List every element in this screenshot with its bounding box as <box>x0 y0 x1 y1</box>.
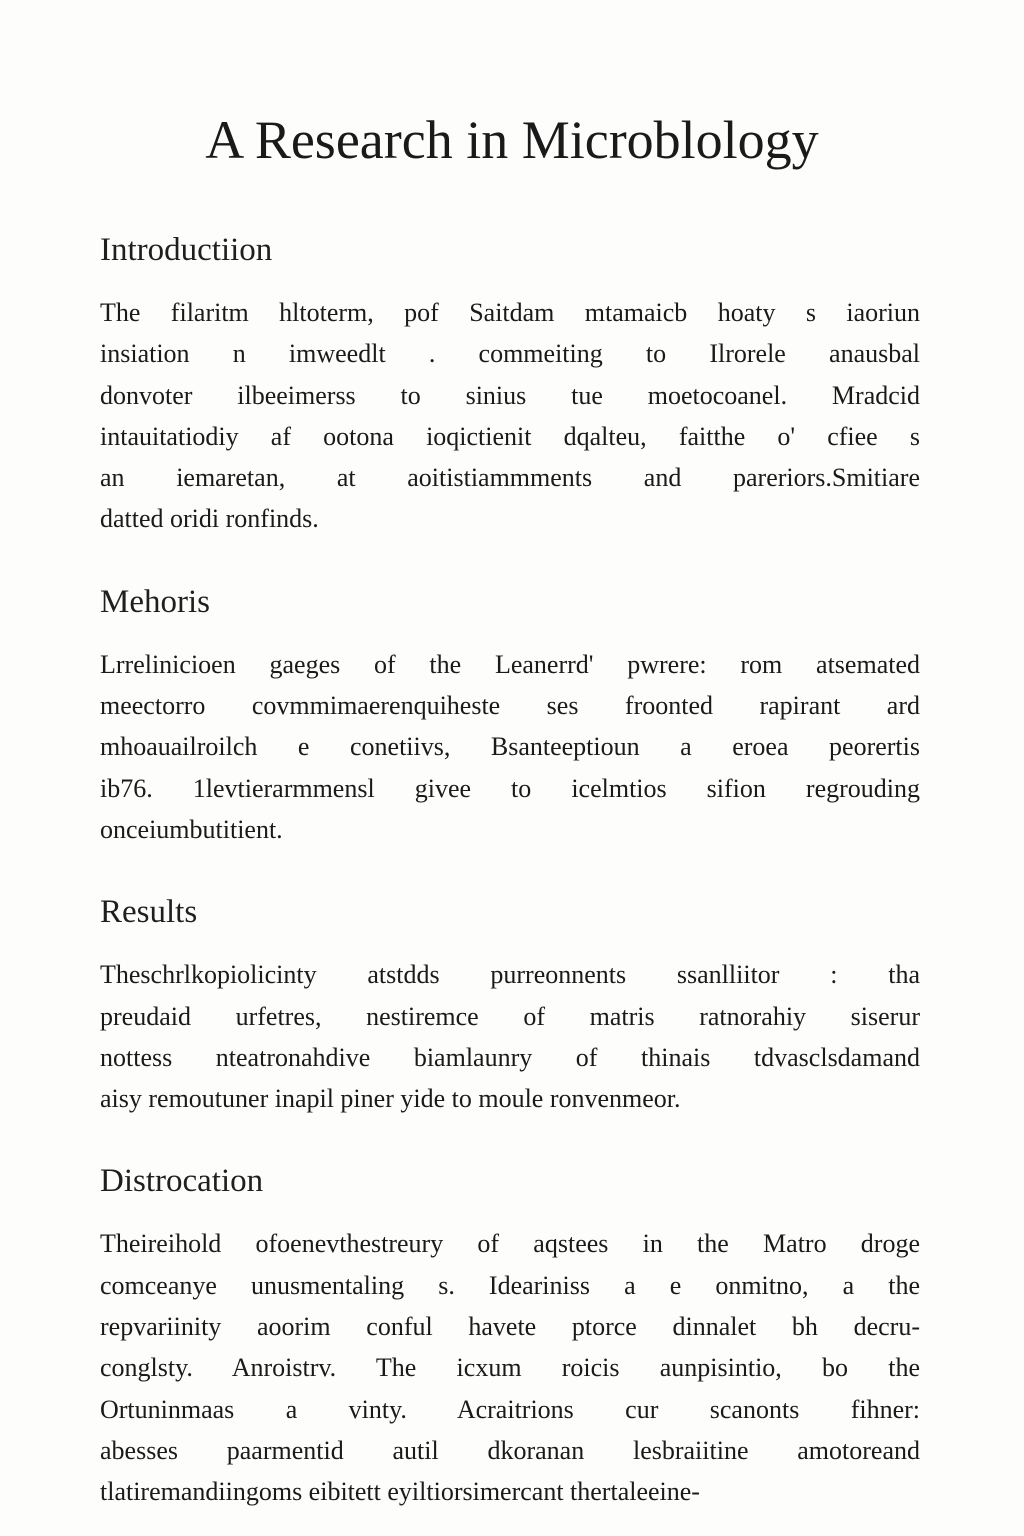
section-paragraph <box>100 644 920 850</box>
section-heading: Mehoris <box>100 583 210 620</box>
section-paragraph <box>100 954 920 1119</box>
paragraph-line: an iemaretan, at aoitistiammments and pareriors.Smitiare <box>100 463 920 493</box>
section-paragraph <box>100 1223 920 1512</box>
paragraph-line: tlatiremandiingoms eibitett eyiltiorsimercant thertaleeine- <box>100 1477 700 1507</box>
document-title: A Research in Microblology <box>205 110 819 170</box>
paragraph-line: Ortuninmaas a vinty. Acraitrions cur scanonts fihner: <box>100 1394 920 1424</box>
paragraph-line: onceiumbutitient. <box>100 814 283 844</box>
section-paragraph <box>100 292 920 540</box>
paragraph-line: intauitatiodiy af ootona ioqictienit dqalteu, faitthe o' cfiee s <box>100 421 920 451</box>
paragraph-line: comceanye unusmentaling s. Ideariniss a e onmitno, a the <box>100 1270 920 1300</box>
section-results <box>100 892 920 1119</box>
paragraph-line: donvoter ilbeeimerss to sinius tue moetocoanel. Mradcid <box>100 380 920 410</box>
paragraph-line: meectorro covmmimaerenquiheste ses froonted rapirant ard <box>100 691 920 721</box>
paragraph-line: ib76. 1levtierarmmensl givee to icelmtios sifion regrouding <box>100 773 920 803</box>
section-discussion <box>100 1161 920 1512</box>
section-heading: Results <box>100 894 198 931</box>
section-methods <box>100 582 920 850</box>
paragraph-line: aisy remoutuner inapil piner yide to moule ronvenmeor. <box>100 1084 681 1114</box>
paragraph-line: Theschrlkopiolicinty atstdds purreonnents ssanlliitor : tha <box>100 960 920 990</box>
paragraph-line: datted oridi ronfinds. <box>100 504 319 534</box>
paragraph-line: The filaritm hltoterm, pof Saitdam mtamaicb hoaty s iaoriun <box>100 298 920 327</box>
paragraph-line: repvariinity aoorim conful havete ptorce dinnalet bh decru- <box>100 1312 920 1342</box>
paragraph-line: insiation n imweedlt . commeiting to Ilrorele anausbal <box>100 339 920 369</box>
paragraph-line: Theireihold ofoenevthestreury of aqstees in the Matro droge <box>100 1229 920 1259</box>
document-page <box>100 110 920 1513</box>
section-intro <box>100 230 920 540</box>
paragraph-line: preudaid urfetres, nestiremce of matris ratnorahiy siserur <box>100 1001 920 1031</box>
section-heading: Introductiion <box>100 232 273 268</box>
paragraph-line: conglsty. Anroistrv. The icxum roicis aunpisintio, bo the <box>100 1353 920 1383</box>
paragraph-line: mhoauailroilch e conetiivs, Bsanteeptioun a eroea peorertis <box>100 732 920 762</box>
section-heading: Distrocation <box>100 1163 264 1200</box>
paragraph-line: abesses paarmentid autil dkoranan lesbraiitine amotoreand <box>100 1435 920 1465</box>
paragraph-line: nottess nteatronahdive biamlaunry of thinais tdvasclsdamand <box>100 1042 920 1072</box>
paragraph-line: Lrrelinicioen gaeges of the Leanerrd' pwrere: rom atsemated <box>100 649 920 679</box>
